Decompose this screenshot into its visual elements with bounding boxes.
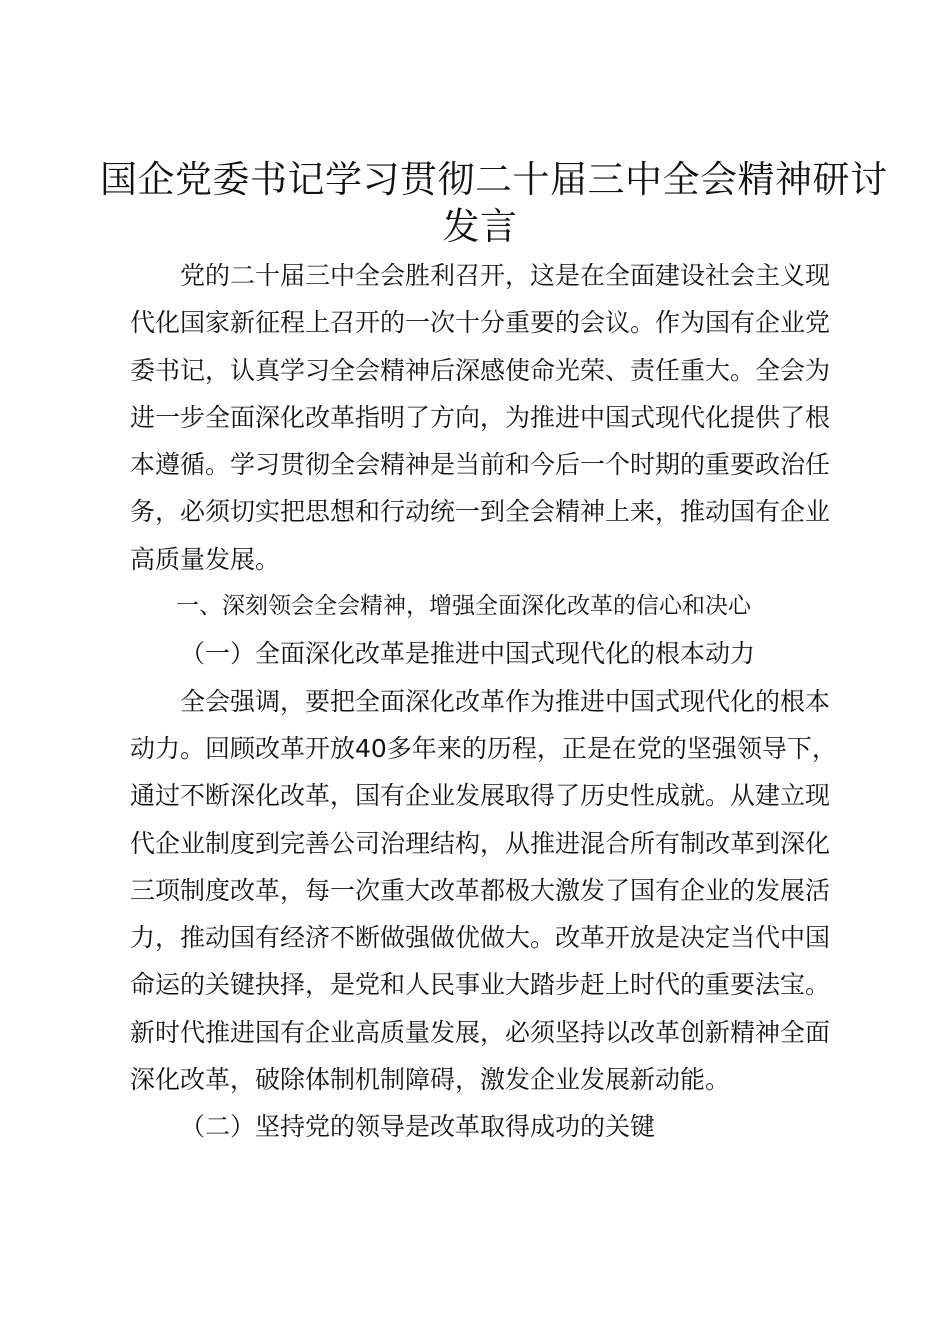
subsection-1-line: 命运的关键抉择，是党和人民事业大踏步赶上时代的重要法宝。	[130, 970, 831, 1000]
intro-line: 进一步全面深化改革指明了方向，为推进中国式现代化提供了根	[130, 402, 831, 432]
section-1-heading: 一、深刻领会全会精神，增强全面深化改革的信心和决心	[176, 593, 751, 620]
intro-line: 委书记，认真学习全会精神后深感使命光荣、责任重大。全会为	[130, 355, 831, 385]
subsection-1-paragraph	[130, 678, 848, 1104]
subsection-1-line: 新时代推进国有企业高质量发展，必须坚持以改革创新精神全面	[130, 1017, 831, 1047]
subsection-1-heading: （一）全面深化改革是推进中国式现代化的根本动力	[180, 639, 756, 669]
document-body	[130, 252, 848, 1151]
intro-line: 高质量发展。	[130, 544, 281, 574]
subsection-1-line: 通过不断深化改革，国有企业发展取得了历史性成就。从建立现	[130, 781, 831, 811]
title-line-2: 发言	[442, 205, 518, 248]
intro-line: 本遵循。学习贯彻全会精神是当前和今后一个时期的重要政治任	[130, 450, 831, 480]
subsection-2-heading: （二）坚持党的领导是改革取得成功的关键	[180, 1112, 656, 1142]
intro-paragraph	[130, 252, 848, 583]
intro-line: 务，必须切实把思想和行动统一到全会精神上来，推动国有企业	[130, 497, 831, 527]
subsection-1-line: 深化改革，破除体制机制障碍，激发企业发展新动能。	[130, 1065, 731, 1095]
subsection-1-line: 三项制度改革，每一次重大改革都极大激发了国有企业的发展活	[130, 875, 831, 905]
title-line-1: 国企党委书记学习贯彻二十届三中全会精神研讨	[100, 158, 888, 201]
document-title	[100, 156, 888, 250]
intro-line: 党的二十届三中全会胜利召开，这是在全面建设社会主义现	[180, 261, 831, 290]
intro-line: 代化国家新征程上召开的一次十分重要的会议。作为国有企业党	[130, 308, 831, 338]
subsection-1-line: 全会强调，要把全面深化改革作为推进中国式现代化的根本	[180, 686, 831, 716]
subsection-1-line: 代企业制度到完善公司治理结构，从推进混合所有制改革到深化	[130, 828, 831, 858]
subsection-1-line: 动力。回顾改革开放40多年来的历程，正是在党的坚强领导下，	[130, 733, 837, 763]
subsection-1-line: 力，推动国有经济不断做强做优做大。改革开放是决定当代中国	[130, 923, 831, 953]
